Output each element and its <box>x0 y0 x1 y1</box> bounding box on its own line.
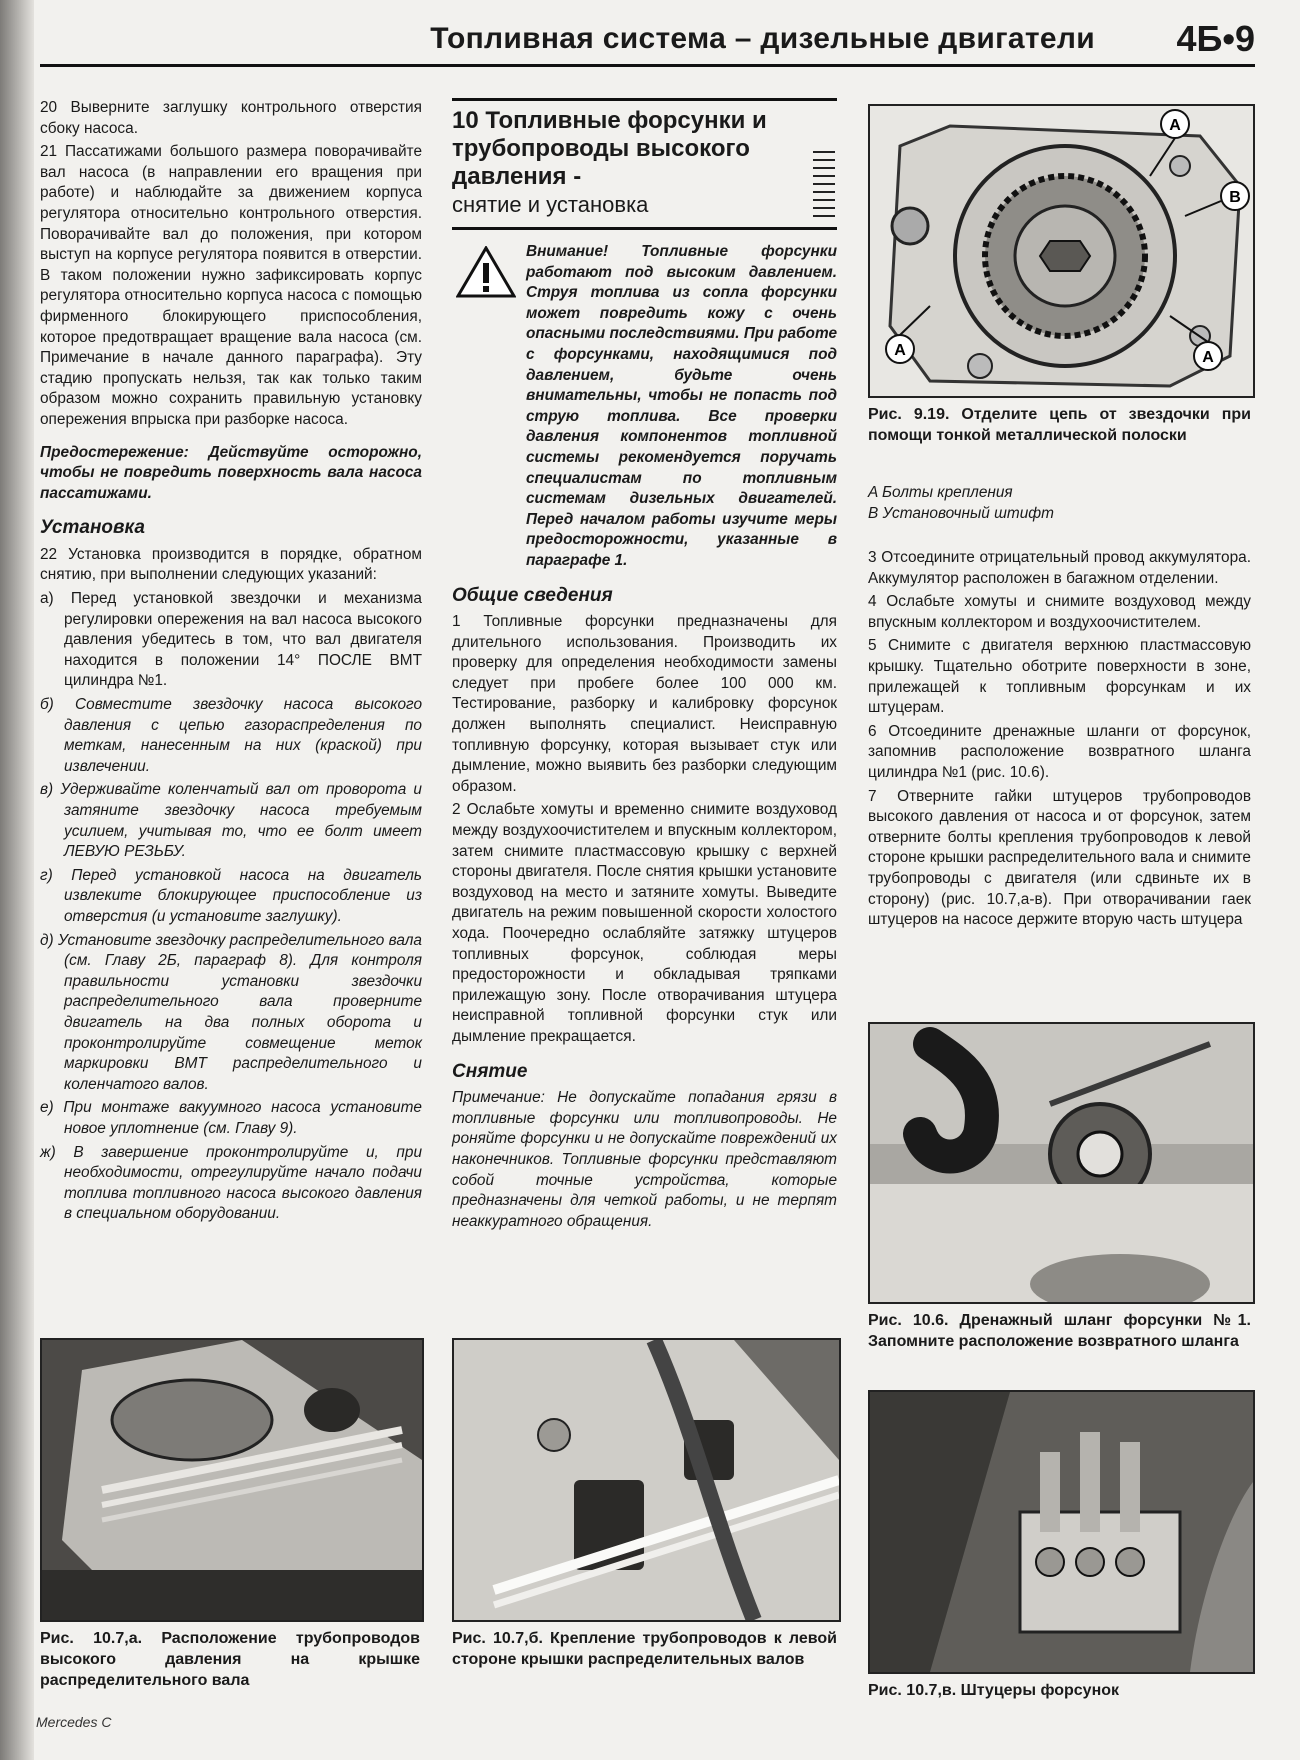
figure-10-6 <box>868 1022 1255 1304</box>
removal-heading: Снятие <box>452 1060 528 1082</box>
sprocket-photo-illustration <box>870 106 1253 396</box>
drain-hose-photo-illustration <box>870 1024 1253 1302</box>
list-item-d: д) Установите звездочку распределительного вала (см. Главу 2Б, параграф 8). Для контроля правильности установки звездочки распределительного вала проверните двигатель на два полных оборота и проконтролируйте совмещение меток маркировки ВМТ распределительного и коленчатого валов. <box>40 931 422 1093</box>
list-item-b: б) Совместите звездочку насоса высокого давления с цепью газораспределения по меткам, нанесенным на них (краской) при извлечении. <box>40 696 422 775</box>
list-item-a: а) Перед установкой звездочки и механизма регулировки опережения на вал насоса высокого давления убедитесь в том, что вал двигателя находится в положении 14° ПОСЛЕ ВМТ цилиндра №1. <box>40 590 422 690</box>
list-item-v: в) Удерживайте коленчатый вал от проворота и затяните звездочку насоса требуемым усилием, учитывая то, что ее болт имеет ЛЕВУЮ РЕЗЬБУ. <box>40 781 422 861</box>
install-heading: Установка <box>40 517 145 539</box>
chapter-title: Топливная система – дизельные двигатели <box>430 22 1095 55</box>
paragraph-4: 4 Ослабьте хомуты и снимите воздуховод между впускным коллектором и воздухоочистителем. <box>868 593 1251 631</box>
list-item-e: е) При монтаже вакуумного насоса установите новое уплотнение (см. Главу 9). <box>40 1099 422 1137</box>
warning-triangle-icon <box>456 246 516 298</box>
pipe-clamp-photo-illustration <box>454 1340 839 1620</box>
label-a-top: A <box>1169 117 1181 134</box>
section-subtitle: снятие и установка <box>452 192 649 217</box>
warning-text: Внимание! Топливные форсунки работают под высоким давлением. Струя топлива из сопла форсунки может повредить кожу с очень опасными последствиями. При работе с форсунками, находящимися под давлением, будьте очень внимательны, чтобы не попасть под струю топлива. Все проверки давления компонентов топливной системы рекомендуется поручать специалистам по топливным системам дизельных двигателей. Перед началом работы изучите меры предосторожности, указанные в параграфе 1. <box>526 243 837 569</box>
paragraph-5: 5 Снимите с двигателя верхнюю пластмассовую крышку. Тщательно оботрите поверхности в зоне, прилежащей к топливным форсункам и их штуцерам. <box>868 637 1251 717</box>
figure-10-7b-caption: Рис. 10.7,б. Крепление трубопроводов к левой стороне крышки распределительных валов <box>452 1630 837 1668</box>
column-middle <box>452 98 837 1235</box>
figure-10-7v <box>868 1390 1255 1674</box>
paragraph-6: 6 Отсоедините дренажные шланги от форсунок, запомнив расположение возвратного шланга цилиндра №1 (рис. 10.6). <box>868 722 1251 781</box>
removal-note: Примечание: Не допускайте попадания грязи в топливные форсунки или топливопроводы. Не роняйте форсунки и не допускайте повреждений их наконечников. Топливные форсунки представляют собой точные устройства, которые предназначены для четкой работы, и не терпят неаккуратного обращения. <box>452 1089 837 1230</box>
footer-book-title: Mercedes C <box>36 1714 112 1730</box>
section-title: 10 Топливные форсунки и трубопроводы высокого давления - <box>452 107 767 190</box>
figure-10-7v-caption: Рис. 10.7,в. Штуцеры форсунок <box>868 1682 1120 1699</box>
paragraph-21: 21 Пассатижами большого размера поворачивайте вал насоса (в направлении его вращения при работе) и наблюдайте за движением корпуса регулятора относительно контрольного отверстия. Поворачивайте вал до положения, при котором выступ на корпусе регулятора появится в отверстии. В таком положении нужно зафиксировать корпус регулятора относительно корпуса насоса с помощью фирменного блокирующего приспособления, которое предотвращает вращение вала насоса (см. Примечание в начале данного параграфа). Эту стадию пропускать нельзя, так как только таким образом можно сохранить правильную установку опережения впрыска при разборке насоса. <box>40 143 422 428</box>
pipes-on-cover-photo-illustration <box>42 1340 422 1620</box>
column-right-text <box>868 548 1251 934</box>
paragraph-3: 3 Отсоедините отрицательный провод аккумулятора. Аккумулятор расположен в багажном отделении. <box>868 549 1251 587</box>
list-item-g: г) Перед установкой насоса на двигатель извлеките блокирующее приспособление из отверстия (и установите заглушку). <box>40 866 422 925</box>
section-decoration <box>813 151 835 221</box>
figure-9-19-legend-a: A Болты крепления <box>868 484 1013 501</box>
figure-9-19-caption: Рис. 9.19. Отделите цепь от звездочки при помощи тонкой металлической полоски <box>868 406 1251 444</box>
page-header <box>40 12 1255 67</box>
page-number: 4Б•9 <box>1176 18 1255 59</box>
label-a-left: A <box>894 342 906 359</box>
list-item-zh: ж) В завершение проконтролируйте и, при необходимости, отрегулируйте начало подачи топлива топливного насоса высокого давления в специальном оборудовании. <box>40 1143 422 1223</box>
label-b: B <box>1229 189 1241 206</box>
injector-fittings-photo-illustration <box>870 1392 1253 1672</box>
section-10-header <box>452 98 837 230</box>
paragraph-20: 20 Выверните заглушку контрольного отверстия сбоку насоса. <box>40 99 422 137</box>
figure-10-6-caption: Рис. 10.6. Дренажный шланг форсунки №1. Запомните расположение возвратного шланга <box>868 1312 1251 1350</box>
paragraph-22: 22 Установка производится в порядке, обратном снятию, при выполнении следующих указаний: <box>40 545 422 584</box>
figure-9-19-legend-b: B Установочный штифт <box>868 505 1054 522</box>
label-a-right: A <box>1202 349 1214 366</box>
caution-note: Предостережение: Действуйте осторожно, чтобы не повредить поверхность вала насоса пассатижами. <box>40 443 422 502</box>
paragraph-2: 2 Ослабьте хомуты и временно снимите воздуховод между воздухоочистителем и впускным коллектором, затем снимите пластмассовую крышку с верхней стороны двигателя. После снятия крышки установите воздуховод на место и затяните хомуты. Выведите двигатель на режим повышенной скорости холостого хода. Поочередно ослабляйте затяжку штуцеров топливных форсунок, соблюдая меры предосторожности и обкладывая тряпками прилежащую зону. После отворачивания штуцера неисправной топливной форсунки стук или дымление прекращается. <box>452 801 837 1045</box>
figure-10-7a <box>40 1338 424 1622</box>
page-binding-shadow <box>0 0 34 1760</box>
column-left <box>40 98 422 1228</box>
figure-10-7b <box>452 1338 841 1622</box>
general-heading: Общие сведения <box>452 584 613 606</box>
paragraph-7: 7 Отверните гайки штуцеров трубопроводов высокого давления от насоса и от форсунок, затем отверните болты крепления трубопроводов к левой стороне крышки распределительного вала и снимите трубопроводы с двигателя (или сдвиньте их в сторону) (рис. 10.7,а-в). При отворачивании гаек штуцеров на насосе держите вторую часть штуцера <box>868 787 1251 929</box>
figure-10-7a-caption: Рис. 10.7,а. Расположение трубопроводов высокого давления на крышке распределительного вала <box>40 1630 420 1689</box>
paragraph-1: 1 Топливные форсунки предназначены для длительного использования. Производить их проверку для определения необходимости замены следует при пробеге более 100 000 км. Тестирование, разборку и калибровку форсунок должен выполнять специалист. Неисправную топливную форсунку, которая вызывает стук или дымление, можно выявить без разборки следующим образом. <box>452 613 837 795</box>
figure-9-19 <box>868 104 1255 398</box>
warning-block <box>452 242 837 572</box>
